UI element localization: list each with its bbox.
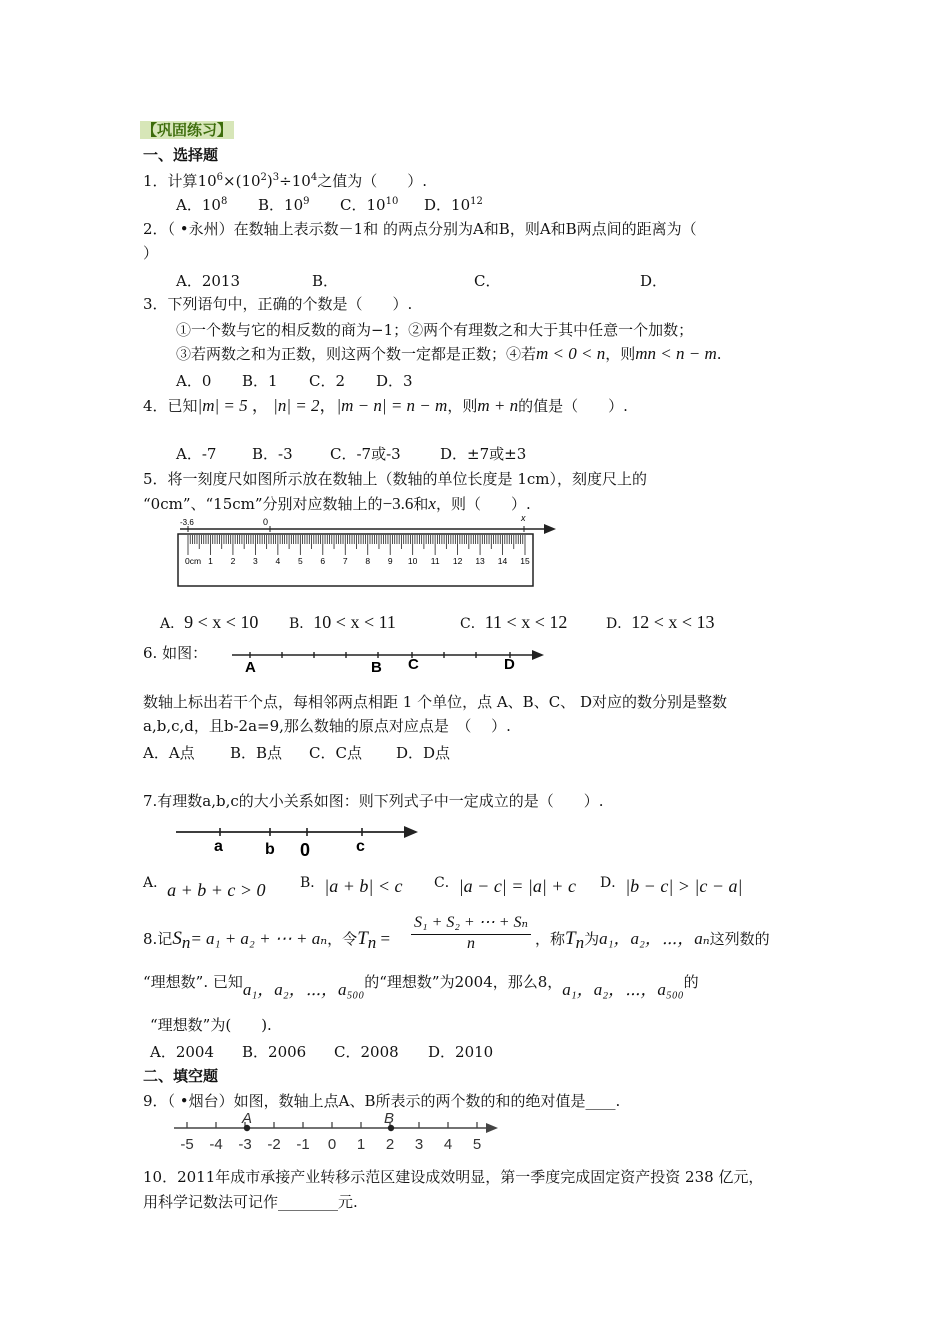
q4-option-b[interactable]: B．-3: [252, 445, 293, 463]
q5-value: −3.6: [382, 494, 414, 513]
q1-pre: 计算: [167, 172, 198, 190]
question-7-line1: 7.有理数a,b,c的大小关系如图：则下列式子中一定成立的是（ ）.: [143, 792, 604, 810]
question-4: 4．已知|m| = 5 ， |n| = 2，|m − n| = n − m，则m + n的值是（ ）.: [143, 396, 628, 415]
q7-point-zero: 0: [300, 840, 311, 860]
q6-point-d: D: [504, 656, 515, 673]
q1-number: 1．: [143, 172, 168, 190]
question-9: 9．（ •烟台）如图，数轴上点A、B所表示的两个数的和的绝对值是____.: [143, 1092, 621, 1110]
ruler-number: 12: [452, 556, 463, 566]
q9-tick-label: 0: [327, 1136, 337, 1153]
section-header: [140, 120, 234, 140]
q4-expr-n: |n| = 2: [273, 396, 320, 415]
q7-point-a: a: [214, 838, 223, 855]
q7-option-c[interactable]: C．|a − c| = |a| + c: [434, 875, 576, 896]
part1-title: 一、选择题: [143, 146, 219, 164]
question-3-line2: ①一个数与它的相反数的商为−1；②两个有理数之和大于其中任意一个加数；: [176, 321, 694, 339]
ruler-number: 0cm: [185, 556, 202, 566]
q9-number-line: [172, 1108, 502, 1154]
q1-option-c[interactable]: C．$10^{10}$: [340, 196, 399, 214]
question-3-line3: ③若两数之和为正数，则这两个数一定都是正数；④若m < 0 < n，则mn < n − m.: [176, 344, 722, 363]
q6-point-a: A: [245, 659, 256, 676]
q1-exp4: 4: [310, 172, 318, 183]
q5-option-c[interactable]: C．11 < x < 12: [460, 612, 568, 632]
q9-tick-label: -3: [238, 1136, 252, 1153]
ruler-label-neg: -3.6: [180, 518, 194, 527]
q1-mid3: ÷10: [279, 172, 311, 190]
ruler-number: 10: [407, 556, 418, 566]
ruler-figure: [176, 514, 562, 590]
q4-option-a[interactable]: A．-7: [176, 445, 217, 463]
q1-post: 之值为（ ）.: [317, 172, 427, 190]
ruler-number: 7: [342, 556, 348, 566]
question-8-line1b: ，称$T_n$为a₁，a₂，⋯，aₙ这列数的: [535, 928, 770, 952]
q1-option-b[interactable]: B．$10^9$: [258, 196, 310, 214]
q9-tick-label: -5: [180, 1136, 194, 1153]
question-10-line2: 用科学记数法可记作________元.: [143, 1193, 358, 1211]
q7-point-b: b: [265, 841, 275, 858]
ruler-number: 2: [230, 556, 236, 566]
q1-exp2: 2: [260, 172, 267, 183]
q5-option-d[interactable]: D．12 < x < 13: [606, 612, 715, 632]
ruler-axis-arrow: [544, 524, 556, 534]
q9-tick-label: 4: [443, 1136, 453, 1153]
ruler-number: 6: [320, 556, 326, 566]
q8-option-a[interactable]: A．2004: [150, 1043, 215, 1061]
q9-point-b: B: [384, 1110, 395, 1127]
q1-mid: ×(10: [223, 172, 261, 190]
ruler-label-zero: 0: [263, 517, 269, 527]
q4-expr-sum: m + n: [477, 396, 519, 415]
q3-option-d[interactable]: D．3: [376, 372, 413, 390]
q2-option-a[interactable]: A．2013: [176, 272, 241, 290]
q4-expr-mn: |m − n| = n − m: [336, 396, 448, 415]
q2-option-c[interactable]: C．: [474, 272, 501, 290]
q8-seq: a₁，a₂，⋯，aₙ: [599, 929, 710, 948]
part2-title: 二、填空题: [143, 1067, 219, 1085]
q7-option-b[interactable]: B．|a + b| < c: [300, 875, 403, 896]
question-8-line1: 8.记$S_n= a_1 + a_2$ + ⋯ + aₙ，令$T_n$ =: [143, 928, 391, 952]
q6-option-a[interactable]: A．A点: [143, 744, 195, 762]
q7-option-d[interactable]: D．|b − c| > |c − a|: [600, 875, 743, 896]
ruler-number: 14: [497, 556, 508, 566]
q3-condition: m < 0 < n: [536, 344, 606, 363]
ruler-number: 3: [253, 556, 258, 566]
q8-option-b[interactable]: B．2006: [242, 1043, 307, 1061]
ruler-number: 15: [520, 556, 530, 566]
q4-expr-m: |m| = 5: [197, 396, 248, 415]
q9-tick-label: 5: [472, 1136, 482, 1153]
q9-tick-label: -2: [267, 1136, 281, 1153]
q9-tick-label: 2: [385, 1136, 395, 1153]
q3-option-b[interactable]: B．1: [242, 372, 278, 390]
q6-point-b: B: [371, 659, 382, 676]
q6-option-c[interactable]: C．C点: [309, 744, 362, 762]
q4-option-d[interactable]: D．±7或±3: [440, 445, 527, 463]
question-5-line2: “0cm”、“15cm”分别对应数轴上的−3.6和x，则（ ）.: [143, 494, 531, 513]
ruler-number: 13: [475, 556, 485, 566]
q6-option-b[interactable]: B．B点: [230, 744, 283, 762]
q4-option-c[interactable]: C．-7或-3: [330, 445, 401, 463]
q7-option-a[interactable]: A．a + b + c > 0: [143, 875, 266, 900]
section-header-label: 【巩固练习】: [142, 121, 233, 139]
q3-option-c[interactable]: C．2: [309, 372, 346, 390]
ruler-ticks: [188, 526, 525, 555]
ruler-number: 8: [365, 556, 371, 566]
ruler-number: 11: [430, 556, 440, 566]
question-8-line3: “理想数”为( ).: [150, 1016, 272, 1034]
ruler-number: 5: [297, 556, 303, 566]
q1-exp3: 3: [272, 172, 280, 183]
q8-sum: = a₁ + a₂ + ⋯ + aₙ: [190, 929, 328, 948]
question-3-line1: 3．下列语句中，正确的个数是（ ）.: [143, 295, 413, 313]
q5-option-b[interactable]: B．10 < x < 11: [289, 612, 396, 632]
q1-exp1: 6: [216, 172, 224, 183]
q1-option-d[interactable]: D．$10^{12}$: [424, 196, 483, 214]
q2-option-d[interactable]: D．: [640, 272, 668, 290]
question-5-line1: 5．将一刻度尺如图所示放在数轴上（数轴的单位长度是 1cm），刻度尺上的: [143, 470, 647, 488]
question-8-line2: “理想数”. 已知a₁，a₂，⋯，a₅₀₀的“理想数”为2004，那么8，a₁，a₂，⋯，a₅₀₀的: [143, 973, 699, 999]
question-10-line1: 10．2011年成市承接产业转移示范区建设成效明显，第一季度完成固定资产投资 238 亿元，: [143, 1168, 764, 1186]
q7-point-c: c: [356, 838, 365, 855]
question-6-line1: 数轴上标出若干个点，每相邻两点相距 1 个单位，点 A、B、C、 D对应的数分别是整数: [143, 693, 727, 711]
q5-var: x: [428, 494, 436, 513]
q8-option-c[interactable]: C．2008: [334, 1043, 399, 1061]
q6-point-c: C: [408, 656, 419, 673]
q8-fraction: [411, 912, 531, 953]
q3-option-a[interactable]: A．0: [176, 372, 212, 390]
q5-option-a[interactable]: A．9 < x < 10: [160, 612, 259, 632]
question-1: [143, 168, 427, 191]
ruler-number: 9: [387, 556, 393, 566]
q1-base: 10: [197, 172, 217, 190]
question-2-line1: 2．（ •永州）在数轴上表示数－1和 的两点分别为A和B，则A和B两点间的距离为（: [143, 220, 697, 238]
ruler-label-x: x: [521, 514, 526, 523]
q3-conclusion: mn < n − m: [635, 344, 717, 363]
ruler-numbers: [185, 556, 530, 566]
q2-option-b[interactable]: B．: [312, 272, 339, 290]
q1-mid2: ): [266, 172, 273, 190]
q7-number-line: [174, 822, 424, 860]
ruler-number: 4: [275, 556, 281, 566]
q6-number-line: [228, 646, 548, 676]
question-6-pre: 6. 如图：: [143, 644, 208, 662]
question-2-line2: ）: [143, 244, 159, 262]
q6-option-d[interactable]: D．D点: [396, 744, 451, 762]
q9-tick-label: 3: [414, 1136, 424, 1153]
ruler-number: 1: [208, 556, 213, 566]
q9-tick-label: -4: [209, 1136, 223, 1153]
q8-fraction-den: n: [467, 935, 475, 952]
q9-tick-label: 1: [356, 1136, 366, 1153]
q8-fraction-num: S₁ + S₂ + ⋯ + Sₙ: [411, 912, 531, 935]
q8-option-d[interactable]: D．2010: [428, 1043, 494, 1061]
q1-option-a[interactable]: A．$10^8$: [176, 196, 228, 214]
q8-seq2: a₁，a₂，⋯，a₅₀₀: [242, 980, 365, 999]
question-6-line2: a,b,c,d，且b-2a=9,那么数轴的原点对应点是 （ ）.: [143, 717, 511, 735]
q9-point-a: A: [242, 1110, 253, 1127]
q8-seq3: a₁，a₂，⋯，a₅₀₀: [562, 980, 684, 999]
q9-tick-label: -1: [296, 1136, 310, 1153]
